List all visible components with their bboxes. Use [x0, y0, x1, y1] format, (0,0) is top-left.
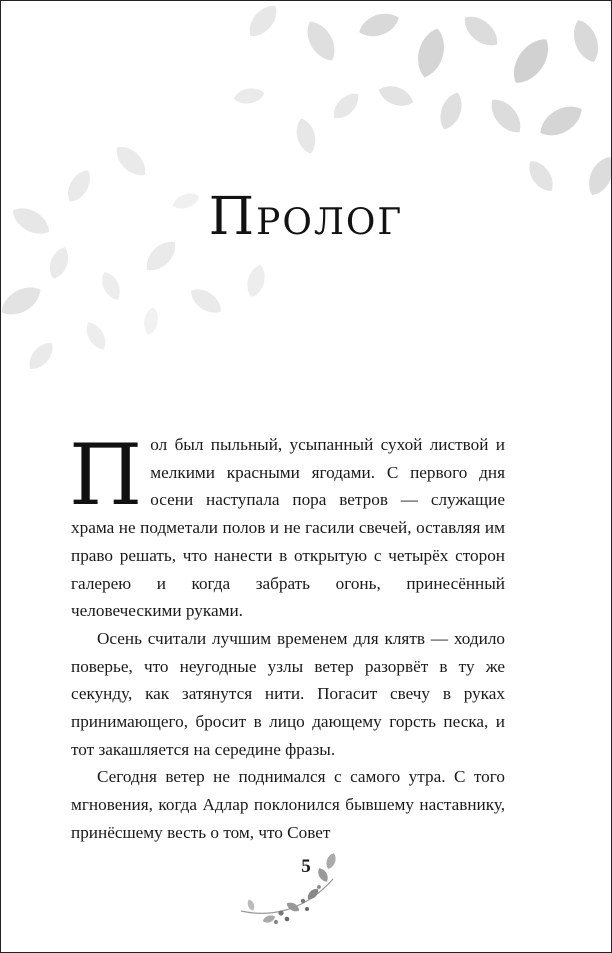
paragraph: Осень считали лучшим временем для клятв — ходило поверье, что неугодные узлы ветер разорвёт в ту же секунду, как затянутся нити. Погасит свечу в руках принимающего, бросит в лицо дающему горсть песка, и тот закашляется на середине фразы.	[71, 628, 505, 759]
drop-cap: П	[69, 426, 143, 524]
body-text	[69, 426, 505, 847]
chapter-title: Пролог	[208, 187, 404, 247]
leaf-sprig-ornament	[233, 839, 348, 934]
page-number: 5	[301, 856, 311, 877]
paragraph: Пол был пыльный, усыпанный сухой листвой и мелкими красными ягодами. С первого дня осени наступала пора ветров — служащие храма не подметали полов и не гасили свечей, оставляя им право решать, что нанести в открытую с четырёх сторон галерею и когда забрать огонь, принесённый человеческими руками.	[69, 426, 505, 621]
paragraph: Сегодня ветер не поднимался с самого утра. С того мгновения, когда Адлар поклонился бывшему наставнику, принёсшему весть о том, что Совет	[71, 767, 505, 842]
